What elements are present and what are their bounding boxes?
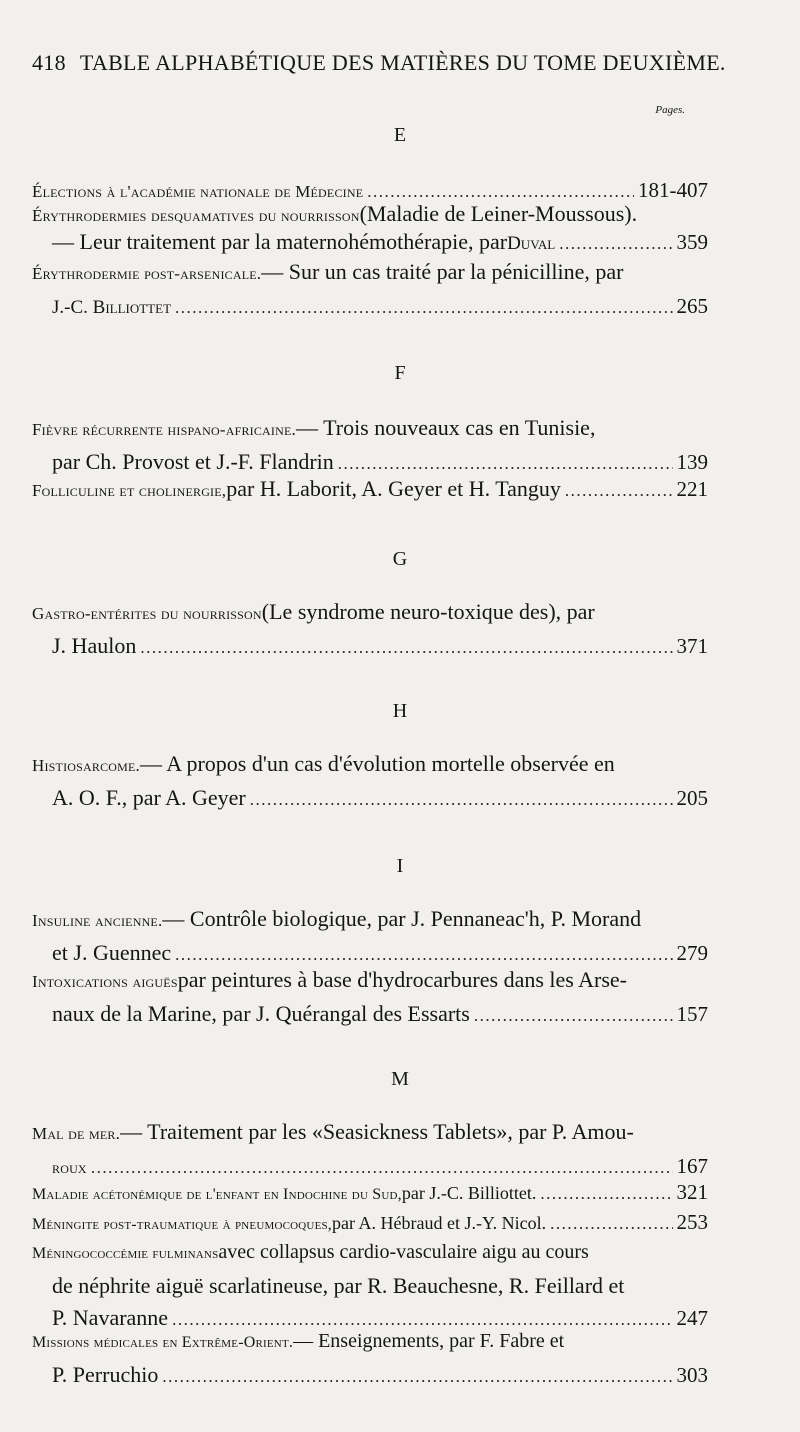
running-header	[32, 50, 726, 76]
page-ref: 279	[676, 941, 708, 965]
page-ref: 157	[676, 1002, 708, 1026]
index-entry: Mal de mer. — Traitement par les «Seasickness Tablets», par P. Amou- roux ..... 167	[32, 1116, 708, 1184]
page-number: 418	[32, 50, 66, 75]
page-ref: 265	[676, 294, 708, 318]
page-ref: 359	[676, 230, 708, 254]
index-entry: — Leur traitement par la maternohémothérapie, par Duval ..... 359	[32, 226, 708, 260]
index-entry: Missions médicales en Extrême-Orient. — Enseignements, par F. Fabre et P. Perruchio ..... 303	[32, 1325, 708, 1393]
index-entry: Intoxications aiguës par peintures à base d'hydrocarbures dans les Arse- naux de la Marine, par J. Quérangal des Essarts ..... 157	[32, 964, 708, 1032]
pages-column-label: Pages.	[655, 104, 685, 116]
index-entry: Fièvre récurrente hispano-africaine. — Trois nouveaux cas en Tunisie, par Ch. Provost et J.-F. Flandrin ..... 139	[32, 412, 708, 480]
section-letter-h: H	[392, 700, 408, 722]
index-entry: Maladie acétonémique de l'enfant en Indochine du Sud, par J.-C. Billiottet. ..... 321	[32, 1176, 708, 1211]
index-entry: Insuline ancienne. — Contrôle biologique, par J. Pennaneac'h, P. Morand et J. Guennec ..... 279	[32, 903, 708, 971]
index-entry: Histiosarcome. — A propos d'un cas d'évolution mortelle observée en A. O. F., par A. Geyer ..... 205	[32, 748, 708, 816]
page-ref: 247	[676, 1306, 708, 1330]
index-entry: Méningite post-traumatique à pneumocoques, par A. Hébraud et J.-Y. Nicol. ..... 253	[32, 1206, 708, 1241]
index-entry: Gastro-entérites du nourrisson (Le syndrome neuro-toxique des), par J. Haulon ..... 371	[32, 596, 708, 664]
page-ref: 371	[676, 634, 708, 658]
page-ref: 303	[676, 1363, 708, 1387]
page-ref: 221	[676, 477, 708, 501]
header-title: TABLE ALPHABÉTIQUE DES MATIÈRES DU TOME DEUXIÈME.	[79, 50, 726, 75]
page-ref: 205	[676, 786, 708, 810]
section-letter-m: M	[391, 1068, 409, 1090]
index-entry: Érythrodermie post-arsenicale. — Sur un cas traité par la pénicilline, par J.-C. Billiottet ..... 265	[32, 256, 708, 324]
page-ref: 167	[676, 1154, 708, 1178]
section-letter-e: E	[393, 124, 407, 146]
index-entry: Méningococcémie fulminans avec collapsus cardio-vasculaire aigu au cours de néphrite aiguë scarlatineuse, par R. Beauchesne, R. Feillard et P. Navaranne ..... 247	[32, 1236, 708, 1336]
index-entry: Folliculine et cholinergie, par H. Laborit, A. Geyer et H. Tanguy ..... 221	[32, 473, 708, 507]
page-ref: 139	[676, 450, 708, 474]
section-letter-i: I	[396, 855, 404, 877]
section-letter-f: F	[394, 362, 406, 384]
section-letter-g: G	[392, 548, 408, 570]
page-ref: 181-407	[638, 178, 708, 202]
page-ref: 253	[676, 1210, 708, 1234]
index-entry: Érythrodermies desquamatives du nourrisson (Maladie de Leiner-Moussous).	[32, 201, 638, 226]
page-ref: 321	[676, 1180, 708, 1204]
index-entry: Élections à l'académie nationale de Médecine ..... 181-407	[32, 174, 708, 208]
